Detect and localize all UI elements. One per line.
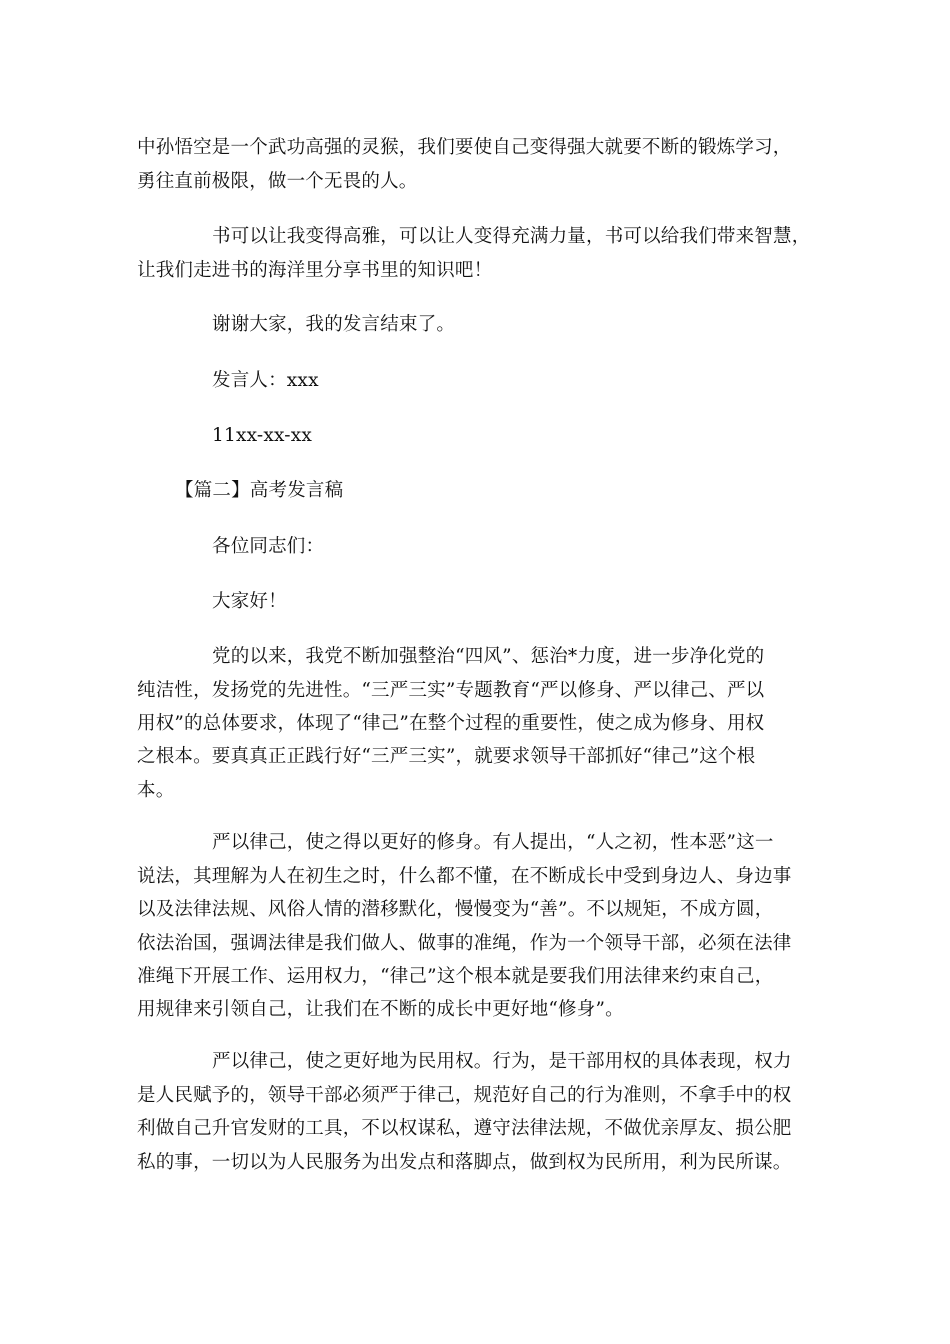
paragraph-line: 私的事，一切以为人民服务为出发点和落脚点，做到权为民所用，利为民所谋。	[137, 1152, 792, 1173]
paragraph-line: 是人民赋予的，领导干部必须严于律己，规范好自己的行为准则，不拿手中的权	[137, 1085, 792, 1106]
salutation-line: 各位同志们：	[212, 536, 325, 557]
paragraph-line: 严以律己，使之更好地为民用权。行为，是干部用权的具体表现，权力	[212, 1051, 792, 1072]
paragraph-line: 纯洁性，发扬党的先进性。“三严三实”专题教育“严以修身、严以律己、严以	[137, 680, 765, 701]
section-heading: 【篇二】高考发言稿	[175, 480, 344, 501]
paragraph-line: 让我们走进书的海洋里分享书里的知识吧！	[137, 260, 493, 281]
paragraph-line: 之根本。要真真正正践行好“三严三实”，就要求领导干部抓好“律己”这个根	[137, 746, 756, 767]
paragraph-line: 说法，其理解为人在初生之时，什么都不懂，在不断成长中受到身边人、身边事	[137, 866, 792, 887]
speaker-line: 发言人：xxx	[212, 370, 319, 391]
paragraph-line: 用规律来引领自己，让我们在不断的成长中更好地“修身”。	[137, 999, 624, 1020]
paragraph-line: 勇往直前极限，做一个无畏的人。	[137, 171, 418, 192]
paragraph-line: 准绳下开展工作、运用权力，“律己”这个根本就是要我们用法律来约束自己，	[137, 966, 774, 987]
date-line: 11xx-xx-xx	[212, 425, 312, 446]
paragraph-line: 本。	[137, 780, 175, 801]
greeting-line: 大家好！	[212, 591, 287, 612]
paragraph-line: 书可以让我变得高雅，可以让人变得充满力量，书可以给我们带来智慧，	[212, 226, 811, 247]
paragraph-line: 中孙悟空是一个武功高强的灵猴，我们要使自己变得强大就要不断的锻炼学习，	[137, 137, 792, 158]
paragraph-line: 用权”的总体要求，体现了“律己”在整个过程的重要性，使之成为修身、用权	[137, 713, 765, 734]
paragraph-line: 利做自己升官发财的工具，不以权谋私，遵守法律法规，不做优亲厚友、损公肥	[137, 1118, 792, 1139]
paragraph-line: 依法治国，强调法律是我们做人、做事的准绳，作为一个领导干部，必须在法律	[137, 933, 792, 954]
closing-line: 谢谢大家，我的发言结束了。	[212, 314, 456, 335]
paragraph-line: 以及法律法规、风俗人情的潜移默化，慢慢变为“善”。不以规矩，不成方圆，	[137, 899, 774, 920]
paragraph-line: 严以律己，使之得以更好的修身。有人提出，“人之初，性本恶”这一	[212, 832, 774, 853]
paragraph-line: 党的以来，我党不断加强整治“四风”、惩治*力度，进一步净化党的	[212, 646, 765, 667]
